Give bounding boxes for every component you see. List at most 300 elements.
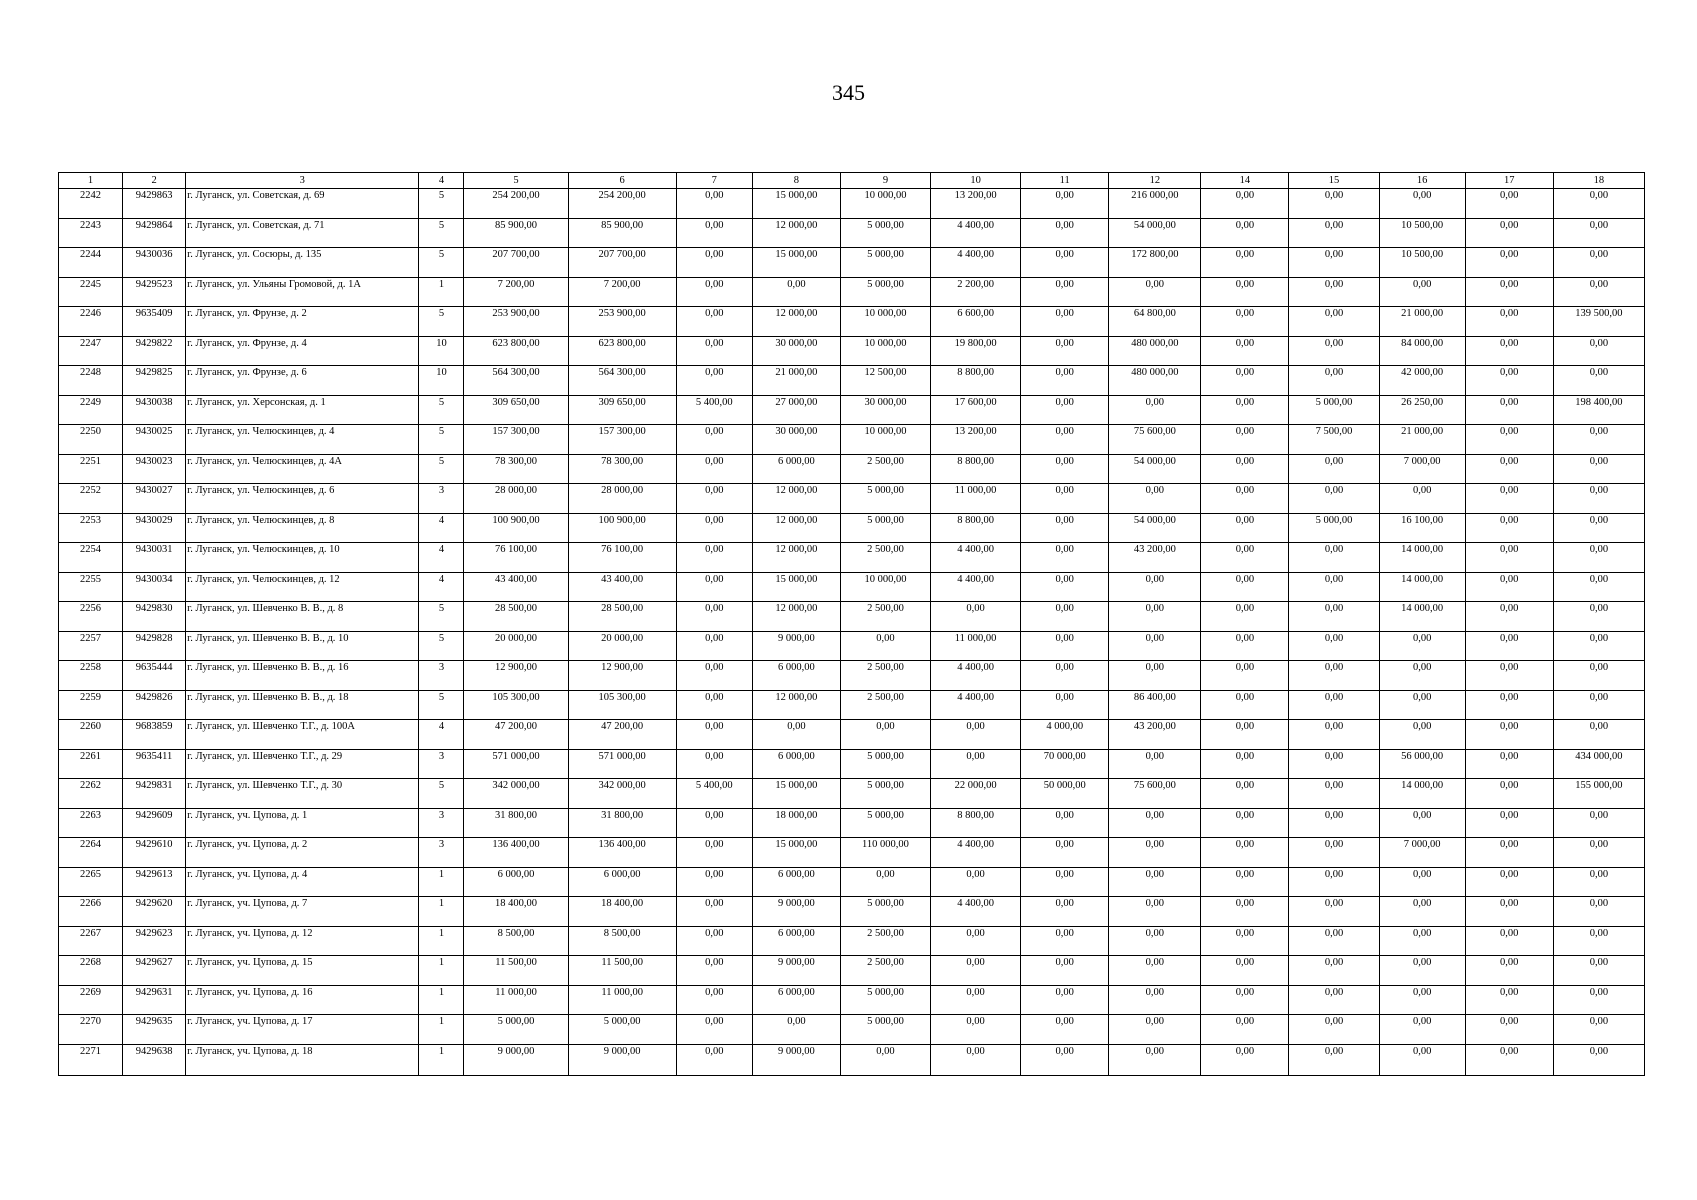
table-cell: 3	[419, 808, 464, 838]
table-cell: 0,00	[1553, 631, 1644, 661]
table-cell: 0,00	[1553, 808, 1644, 838]
table-cell: 0,00	[1465, 425, 1553, 455]
table-row	[59, 307, 1645, 337]
table-cell: 11 500,00	[464, 956, 568, 986]
table-cell: 0,00	[1289, 749, 1379, 779]
address-cell: г. Луганск, ул. Советская, д. 69	[186, 189, 419, 219]
table-cell: 8 800,00	[931, 513, 1021, 543]
table-cell: 0,00	[1109, 631, 1201, 661]
table-cell: 136 400,00	[464, 838, 568, 868]
table-cell: 2264	[59, 838, 123, 868]
table-cell: 0,00	[1465, 926, 1553, 956]
table-cell: 8 800,00	[931, 366, 1021, 396]
table-cell: 0,00	[1021, 602, 1109, 632]
column-header: 7	[676, 173, 752, 189]
table-cell: 0,00	[1379, 926, 1465, 956]
table-cell: 0,00	[1289, 484, 1379, 514]
table-cell: 11 000,00	[931, 631, 1021, 661]
table-cell: 254 200,00	[464, 189, 568, 219]
table-cell: 5	[419, 690, 464, 720]
table-cell: 0,00	[1201, 513, 1289, 543]
table-cell: 0,00	[676, 366, 752, 396]
table-cell: 0,00	[1021, 189, 1109, 219]
table-cell: 0,00	[1109, 985, 1201, 1015]
table-cell: 11 500,00	[568, 956, 676, 986]
column-header: 12	[1109, 173, 1201, 189]
table-cell: 0,00	[676, 572, 752, 602]
table-row	[59, 926, 1645, 956]
table-cell: 2258	[59, 661, 123, 691]
table-cell: 1	[419, 985, 464, 1015]
table-cell: 0,00	[1021, 513, 1109, 543]
table-cell: 5 000,00	[840, 218, 930, 248]
table-cell: 2259	[59, 690, 123, 720]
table-cell: 0,00	[676, 336, 752, 366]
table-cell: 0,00	[1021, 425, 1109, 455]
table-cell: 254 200,00	[568, 189, 676, 219]
table-cell: 0,00	[1021, 926, 1109, 956]
table-cell: 5 000,00	[840, 897, 930, 927]
table-cell: 15 000,00	[752, 248, 840, 278]
table-cell: 0,00	[1201, 543, 1289, 573]
table-cell: 100 900,00	[568, 513, 676, 543]
column-header: 1	[59, 173, 123, 189]
table-cell: 2269	[59, 985, 123, 1015]
table-cell: 0,00	[1379, 867, 1465, 897]
address-cell: г. Луганск, ул. Шевченко Т.Г., д. 30	[186, 779, 419, 809]
table-cell: 2244	[59, 248, 123, 278]
table-cell: 0,00	[1021, 395, 1109, 425]
table-cell: 0,00	[1553, 366, 1644, 396]
table-cell: 0,00	[1201, 631, 1289, 661]
table-cell: 11 000,00	[931, 484, 1021, 514]
table-cell: 4 400,00	[931, 218, 1021, 248]
table-cell: 2246	[59, 307, 123, 337]
table-cell: 31 800,00	[464, 808, 568, 838]
table-cell: 9429863	[123, 189, 186, 219]
table-cell: 0,00	[1553, 897, 1644, 927]
table-cell: 9429610	[123, 838, 186, 868]
table-cell: 0,00	[1021, 248, 1109, 278]
table-cell: 6 000,00	[752, 985, 840, 1015]
table-cell: 0,00	[1465, 985, 1553, 1015]
table-cell: 12 900,00	[464, 661, 568, 691]
table-cell: 2249	[59, 395, 123, 425]
table-cell: 5 000,00	[840, 513, 930, 543]
table-cell: 10 000,00	[840, 425, 930, 455]
table-cell: 9429620	[123, 897, 186, 927]
table-cell: 0,00	[1465, 366, 1553, 396]
table-cell: 0,00	[1465, 956, 1553, 986]
table-cell: 0,00	[1465, 897, 1553, 927]
table-cell: 9430027	[123, 484, 186, 514]
table-row	[59, 956, 1645, 986]
table-cell: 27 000,00	[752, 395, 840, 425]
table-cell: 9 000,00	[752, 1044, 840, 1075]
table-cell: 0,00	[1465, 808, 1553, 838]
table-cell: 9430034	[123, 572, 186, 602]
table-cell: 9430031	[123, 543, 186, 573]
address-cell: г. Луганск, ул. Челюскинцев, д. 6	[186, 484, 419, 514]
table-cell: 0,00	[1201, 425, 1289, 455]
table-cell: 43 200,00	[1109, 720, 1201, 750]
table-cell: 0,00	[1289, 336, 1379, 366]
table-cell: 0,00	[1109, 1044, 1201, 1075]
table-cell: 5 000,00	[840, 808, 930, 838]
table-cell: 2263	[59, 808, 123, 838]
table-cell: 0,00	[931, 602, 1021, 632]
column-header: 8	[752, 173, 840, 189]
table-cell: 105 300,00	[568, 690, 676, 720]
address-cell: г. Луганск, ул. Фрунзе, д. 2	[186, 307, 419, 337]
table-cell: 9429830	[123, 602, 186, 632]
table-cell: 15 000,00	[752, 572, 840, 602]
table-cell: 207 700,00	[568, 248, 676, 278]
table-row	[59, 425, 1645, 455]
table-cell: 3	[419, 749, 464, 779]
table-cell: 198 400,00	[1553, 395, 1644, 425]
table-row	[59, 189, 1645, 219]
table-cell: 5 000,00	[840, 779, 930, 809]
table-cell: 0,00	[1465, 661, 1553, 691]
table-cell: 0,00	[1109, 661, 1201, 691]
table-cell: 1	[419, 277, 464, 307]
table-cell: 0,00	[752, 720, 840, 750]
table-cell: 0,00	[1465, 189, 1553, 219]
table-cell: 0,00	[676, 985, 752, 1015]
table-cell: 4 400,00	[931, 690, 1021, 720]
table-row	[59, 602, 1645, 632]
table-cell: 100 900,00	[464, 513, 568, 543]
table-row	[59, 661, 1645, 691]
table-row	[59, 838, 1645, 868]
table-cell: 0,00	[1465, 336, 1553, 366]
table-cell: 4	[419, 572, 464, 602]
table-cell: 0,00	[1289, 1044, 1379, 1075]
table-cell: 6 000,00	[752, 926, 840, 956]
table-cell: 0,00	[1553, 218, 1644, 248]
table-cell: 480 000,00	[1109, 336, 1201, 366]
address-cell: г. Луганск, ул. Херсонская, д. 1	[186, 395, 419, 425]
table-cell: 75 600,00	[1109, 425, 1201, 455]
table-cell: 0,00	[1553, 513, 1644, 543]
table-cell: 0,00	[1109, 926, 1201, 956]
table-cell: 0,00	[676, 248, 752, 278]
table-cell: 18 400,00	[568, 897, 676, 927]
table-cell: 18 000,00	[752, 808, 840, 838]
table-cell: 157 300,00	[568, 425, 676, 455]
address-cell: г. Луганск, ул. Челюскинцев, д. 4А	[186, 454, 419, 484]
table-cell: 8 800,00	[931, 808, 1021, 838]
table-cell: 0,00	[931, 749, 1021, 779]
address-cell: г. Луганск, ул. Челюскинцев, д. 10	[186, 543, 419, 573]
table-cell: 22 000,00	[931, 779, 1021, 809]
table-cell: 0,00	[1201, 838, 1289, 868]
table-header	[59, 173, 1645, 189]
table-cell: 12 000,00	[752, 307, 840, 337]
table-cell: 12 000,00	[752, 690, 840, 720]
table-cell: 14 000,00	[1379, 543, 1465, 573]
table-cell: 0,00	[931, 1044, 1021, 1075]
table-cell: 0,00	[1379, 277, 1465, 307]
table-row	[59, 572, 1645, 602]
table-cell: 0,00	[1021, 1044, 1109, 1075]
table-cell: 564 300,00	[568, 366, 676, 396]
table-cell: 0,00	[1201, 956, 1289, 986]
table-cell: 0,00	[1201, 248, 1289, 278]
table-cell: 76 100,00	[464, 543, 568, 573]
table-cell: 6 600,00	[931, 307, 1021, 337]
table-cell: 0,00	[1021, 336, 1109, 366]
table-cell: 309 650,00	[568, 395, 676, 425]
table-cell: 0,00	[1465, 218, 1553, 248]
table-cell: 13 200,00	[931, 425, 1021, 455]
table-cell: 85 900,00	[568, 218, 676, 248]
table-cell: 0,00	[1021, 690, 1109, 720]
table-cell: 0,00	[1021, 218, 1109, 248]
table-cell: 10 000,00	[840, 572, 930, 602]
table-cell: 0,00	[1553, 484, 1644, 514]
table-cell: 0,00	[1465, 631, 1553, 661]
table-cell: 0,00	[1553, 1044, 1644, 1075]
table-cell: 26 250,00	[1379, 395, 1465, 425]
table-cell: 2250	[59, 425, 123, 455]
table-cell: 0,00	[1465, 749, 1553, 779]
column-header: 3	[186, 173, 419, 189]
address-cell: г. Луганск, ул. Сосюры, д. 135	[186, 248, 419, 278]
address-cell: г. Луганск, ул. Шевченко В. В., д. 8	[186, 602, 419, 632]
table-cell: 10	[419, 336, 464, 366]
table-cell: 9635409	[123, 307, 186, 337]
table-cell: 30 000,00	[752, 425, 840, 455]
table-cell: 11 000,00	[464, 985, 568, 1015]
table-cell: 4	[419, 543, 464, 573]
table-cell: 5	[419, 189, 464, 219]
table-cell: 5	[419, 425, 464, 455]
table-cell: 0,00	[1109, 277, 1201, 307]
table-cell: 0,00	[1553, 926, 1644, 956]
address-cell: г. Луганск, ул. Челюскинцев, д. 8	[186, 513, 419, 543]
table-cell: 16 100,00	[1379, 513, 1465, 543]
table-cell: 9430038	[123, 395, 186, 425]
table-cell: 1	[419, 926, 464, 956]
table-cell: 20 000,00	[568, 631, 676, 661]
table-cell: 9430023	[123, 454, 186, 484]
table-cell: 0,00	[1465, 513, 1553, 543]
table-cell: 12 900,00	[568, 661, 676, 691]
address-cell: г. Луганск, ул. Ульяны Громовой, д. 1А	[186, 277, 419, 307]
table-cell: 0,00	[1379, 1015, 1465, 1045]
table-cell: 12 000,00	[752, 513, 840, 543]
table-row	[59, 395, 1645, 425]
table-cell: 5 000,00	[840, 749, 930, 779]
table-cell: 9429631	[123, 985, 186, 1015]
table-cell: 0,00	[840, 1044, 930, 1075]
address-cell: г. Луганск, ул. Шевченко В. В., д. 18	[186, 690, 419, 720]
table-cell: 5 000,00	[840, 277, 930, 307]
table-cell: 5	[419, 779, 464, 809]
table-cell: 5 000,00	[464, 1015, 568, 1045]
table-cell: 3	[419, 661, 464, 691]
table-cell: 12 000,00	[752, 484, 840, 514]
table-row	[59, 513, 1645, 543]
table-cell: 0,00	[1379, 720, 1465, 750]
table-cell: 6 000,00	[752, 749, 840, 779]
column-header: 17	[1465, 173, 1553, 189]
table-cell: 0,00	[1289, 454, 1379, 484]
table-cell: 2 200,00	[931, 277, 1021, 307]
table-cell: 28 500,00	[464, 602, 568, 632]
table-cell: 0,00	[1465, 307, 1553, 337]
table-cell: 14 000,00	[1379, 602, 1465, 632]
table-cell: 4 400,00	[931, 572, 1021, 602]
table-cell: 0,00	[1289, 867, 1379, 897]
table-cell: 9429627	[123, 956, 186, 986]
table-cell: 2266	[59, 897, 123, 927]
table-cell: 2253	[59, 513, 123, 543]
table-cell: 172 800,00	[1109, 248, 1201, 278]
table-cell: 0,00	[1553, 336, 1644, 366]
address-cell: г. Луганск, уч. Цупова, д. 12	[186, 926, 419, 956]
table-cell: 0,00	[1201, 189, 1289, 219]
table-cell: 42 000,00	[1379, 366, 1465, 396]
table-cell: 21 000,00	[1379, 425, 1465, 455]
table-cell: 9429609	[123, 808, 186, 838]
table-cell: 2247	[59, 336, 123, 366]
table-cell: 1	[419, 1015, 464, 1045]
table-row	[59, 631, 1645, 661]
table-row	[59, 218, 1645, 248]
table-cell: 0,00	[1201, 808, 1289, 838]
table-cell: 0,00	[1289, 720, 1379, 750]
table-cell: 0,00	[1289, 779, 1379, 809]
table-cell: 0,00	[1465, 395, 1553, 425]
table-cell: 86 400,00	[1109, 690, 1201, 720]
table-cell: 21 000,00	[1379, 307, 1465, 337]
table-cell: 17 600,00	[931, 395, 1021, 425]
table-cell: 0,00	[1289, 218, 1379, 248]
table-cell: 0,00	[1201, 336, 1289, 366]
table-row	[59, 336, 1645, 366]
table-cell: 9429635	[123, 1015, 186, 1045]
table-cell: 0,00	[1021, 484, 1109, 514]
table-cell: 43 400,00	[464, 572, 568, 602]
table-cell: 2256	[59, 602, 123, 632]
table-cell: 6 000,00	[752, 661, 840, 691]
table-cell: 0,00	[1465, 602, 1553, 632]
address-cell: г. Луганск, ул. Фрунзе, д. 4	[186, 336, 419, 366]
table-cell: 10 500,00	[1379, 218, 1465, 248]
table-cell: 0,00	[1021, 631, 1109, 661]
table-cell: 13 200,00	[931, 189, 1021, 219]
table-row	[59, 985, 1645, 1015]
column-header: 15	[1289, 173, 1379, 189]
table-cell: 3	[419, 838, 464, 868]
table-cell: 11 000,00	[568, 985, 676, 1015]
table-cell: 2 500,00	[840, 602, 930, 632]
address-cell: г. Луганск, ул. Шевченко В. В., д. 16	[186, 661, 419, 691]
table-cell: 2252	[59, 484, 123, 514]
table-cell: 0,00	[676, 218, 752, 248]
column-header: 10	[931, 173, 1021, 189]
table-cell: 0,00	[1553, 277, 1644, 307]
table-cell: 0,00	[1109, 867, 1201, 897]
table-cell: 0,00	[1289, 277, 1379, 307]
table-cell: 342 000,00	[464, 779, 568, 809]
table-cell: 2 500,00	[840, 454, 930, 484]
table-cell: 0,00	[931, 867, 1021, 897]
table-cell: 157 300,00	[464, 425, 568, 455]
table-cell: 0,00	[1379, 808, 1465, 838]
table-cell: 0,00	[1201, 366, 1289, 396]
address-cell: г. Луганск, уч. Цупова, д. 18	[186, 1044, 419, 1075]
table-cell: 0,00	[1553, 543, 1644, 573]
table-cell: 0,00	[1021, 956, 1109, 986]
table-cell: 47 200,00	[464, 720, 568, 750]
table-cell: 9429523	[123, 277, 186, 307]
register-table	[58, 172, 1645, 1076]
table-cell: 10	[419, 366, 464, 396]
table-cell: 0,00	[676, 602, 752, 632]
table-cell: 0,00	[676, 867, 752, 897]
table-cell: 5	[419, 248, 464, 278]
table-cell: 2 500,00	[840, 956, 930, 986]
table-cell: 10 000,00	[840, 307, 930, 337]
table-cell: 8 500,00	[464, 926, 568, 956]
address-cell: г. Луганск, ул. Шевченко Т.Г., д. 100А	[186, 720, 419, 750]
table-row	[59, 897, 1645, 927]
table-cell: 78 300,00	[464, 454, 568, 484]
table-cell: 0,00	[1465, 248, 1553, 278]
table-cell: 1	[419, 867, 464, 897]
table-cell: 0,00	[676, 808, 752, 838]
table-cell: 0,00	[676, 926, 752, 956]
table-cell: 9 000,00	[752, 897, 840, 927]
table-cell: 12 000,00	[752, 218, 840, 248]
table-cell: 207 700,00	[464, 248, 568, 278]
table-cell: 0,00	[1201, 454, 1289, 484]
table-cell: 4	[419, 513, 464, 543]
table-row	[59, 484, 1645, 514]
table-cell: 0,00	[1021, 307, 1109, 337]
table-cell: 9 000,00	[568, 1044, 676, 1075]
table-cell: 9429831	[123, 779, 186, 809]
table-cell: 0,00	[1553, 1015, 1644, 1045]
table-cell: 0,00	[1289, 897, 1379, 927]
table-cell: 0,00	[676, 454, 752, 484]
table-cell: 6 000,00	[568, 867, 676, 897]
address-cell: г. Луганск, ул. Челюскинцев, д. 4	[186, 425, 419, 455]
table-cell: 4 400,00	[931, 543, 1021, 573]
address-cell: г. Луганск, ул. Челюскинцев, д. 12	[186, 572, 419, 602]
table-cell: 2245	[59, 277, 123, 307]
table-cell: 434 000,00	[1553, 749, 1644, 779]
table-cell: 9429828	[123, 631, 186, 661]
table-cell: 43 400,00	[568, 572, 676, 602]
table-cell: 2 500,00	[840, 543, 930, 573]
table-body	[59, 189, 1645, 1076]
table-cell: 5	[419, 631, 464, 661]
table-cell: 0,00	[1109, 808, 1201, 838]
table-cell: 0,00	[676, 1015, 752, 1045]
table-cell: 0,00	[1109, 572, 1201, 602]
table-cell: 0,00	[1553, 720, 1644, 750]
table-cell: 0,00	[1465, 1015, 1553, 1045]
table-cell: 0,00	[1465, 484, 1553, 514]
table-cell: 0,00	[1289, 661, 1379, 691]
table-cell: 0,00	[1201, 1044, 1289, 1075]
table-cell: 0,00	[1201, 661, 1289, 691]
